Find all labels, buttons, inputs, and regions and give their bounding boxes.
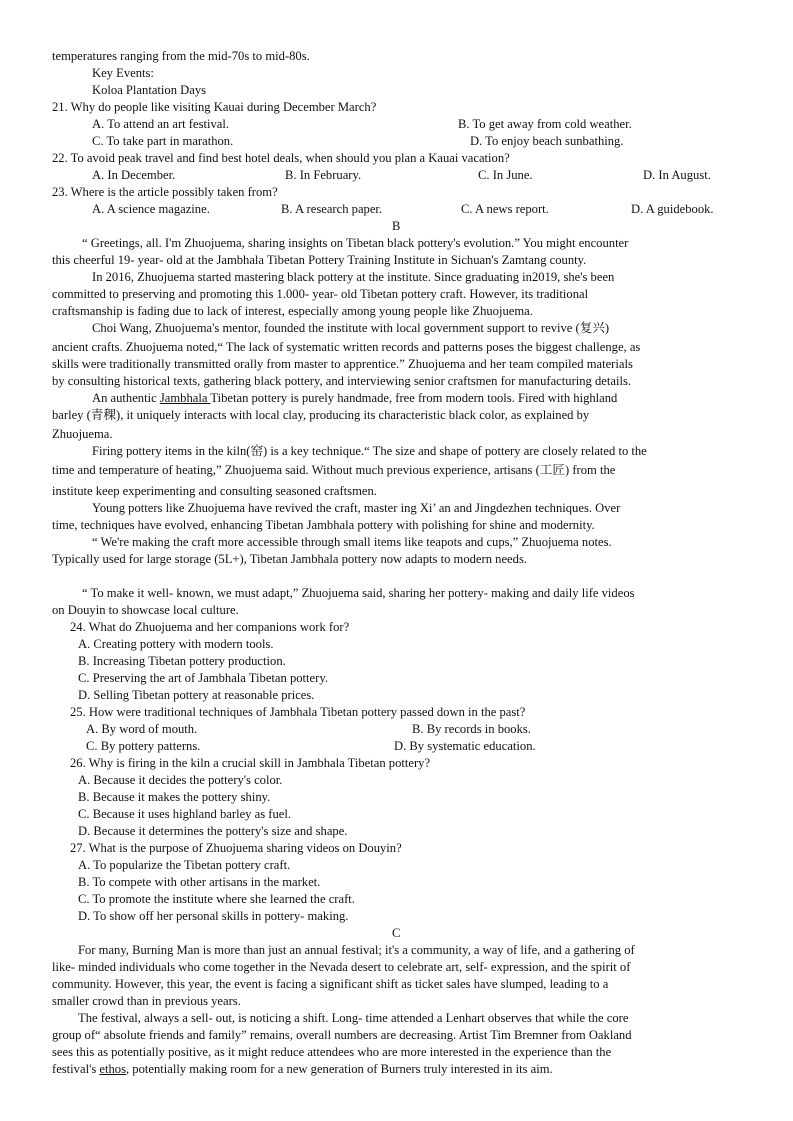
question-option: D. Because it determines the pottery's size and shape. (78, 824, 348, 838)
passage-c-line: sees this as potentially positive, as it might reduce attendees who are more interested in the experience than the (52, 1045, 612, 1059)
underlined-word: ethos (99, 1062, 126, 1076)
key-events-label: Key Events: (92, 66, 154, 80)
passage-b-line: on Douyin to showcase local culture. (52, 603, 239, 617)
passage-b-line: committed to preserving and promoting this 1.000- year- old Tibetan pottery craft. However, its traditional (52, 287, 589, 301)
question-option: C. Preserving the art of Jambhala Tibetan pottery. (78, 671, 328, 685)
passage-b-line: barley (青稞), it uniquely interacts with local clay, producing its characteristic black color, as explained by (52, 408, 590, 422)
passage-b-line: Firing pottery items in the kiln(窑) is a key technique.“ The size and shape of pottery are closely related to the (92, 444, 647, 458)
question-option: D. To show off her personal skills in pottery- making. (78, 909, 349, 923)
passage-c-line: like- minded individuals who come together in the Nevada desert to celebrate art, self- expression, and the spirit of (52, 960, 631, 974)
question-option: B. To get away from cold weather. (458, 117, 632, 131)
key-event-item: Koloa Plantation Days (92, 83, 207, 97)
question-option: D. To enjoy beach sunbathing. (470, 134, 624, 148)
passage-c-line: For many, Burning Man is more than just an annual festival; it's a community, a way of life, and a gathering of (78, 943, 635, 957)
question-option: A. In December. (92, 168, 176, 182)
passage-b-line: Young potters like Zhuojuema have revived the craft, master ing Xi’ an and Jingdezhen techniques. Over (92, 501, 621, 515)
question-option: B. To compete with other artisans in the market. (78, 875, 321, 889)
question-option: C. To promote the institute where she learned the craft. (78, 892, 355, 906)
question-option: B. Increasing Tibetan pottery production. (78, 654, 286, 668)
passage-b-line: An authentic Jambhala Tibetan pottery is purely handmade, free from modern tools. Fired with highland (92, 391, 618, 405)
question-stem: 21. Why do people like visiting Kauai during December March? (52, 100, 377, 114)
passage-b-line: institute keep experimenting and consulting seasoned craftsmen. (52, 484, 377, 498)
passage-b-line: this cheerful 19- year- old at the Jambhala Tibetan Pottery Training Institute in Sichuan's Zamtang county. (52, 253, 587, 267)
passage-b-line: In 2016, Zhuojuema started mastering black pottery at the institute. Since graduating in2019, she's been (92, 270, 615, 284)
underlined-word: Jambhala (159, 391, 211, 405)
question-option: D. Selling Tibetan pottery at reasonable prices. (78, 688, 315, 702)
passage-b-line: “ To make it well- known, we must adapt,” Zhuojuema said, sharing her pottery- making and daily life videos (82, 586, 635, 600)
question-option: B. A research paper. (281, 202, 383, 216)
question-stem: 23. Where is the article possibly taken from? (52, 185, 278, 199)
passage-b-line: “ Greetings, all. I'm Zhuojuema, sharing insights on Tibetan black pottery's evolution.” You might encounter (82, 236, 629, 250)
question-option: A. To attend an art festival. (92, 117, 230, 131)
question-option: B. Because it makes the pottery shiny. (78, 790, 271, 804)
question-stem: 26. Why is firing in the kiln a crucial skill in Jambhala Tibetan pottery? (70, 756, 431, 770)
section-label-c: C (392, 926, 401, 940)
question-option: D. A guidebook. (631, 202, 714, 216)
section-label-b: B (392, 219, 401, 233)
question-stem: 25. How were traditional techniques of Jambhala Tibetan pottery passed down in the past? (70, 705, 526, 719)
question-option: B. By records in books. (412, 722, 531, 736)
passage-c-line: The festival, always a sell- out, is noticing a shift. Long- time attended a Lenhart observes that while the core (78, 1011, 629, 1025)
passage-b-line: “ We're making the craft more accessible through small items like teapots and cups,” Zhuojuema notes. (92, 535, 612, 549)
passage-b-line: Zhuojuema. (52, 427, 113, 441)
passage-c-line: smaller crowd than in previous years. (52, 994, 241, 1008)
passage-b-line: craftsmanship is fading due to lack of interest, especially among young people like Zhuojuema. (52, 304, 533, 318)
passage-b-line: skills were traditionally transmitted orally from master to apprentice.” Zhuojuema and her team compiled materials (52, 357, 633, 371)
passage-b-line: ancient crafts. Zhuojuema noted,“ The lack of systematic written records and patterns poses the biggest challenge, as (52, 340, 641, 354)
question-option: C. In June. (478, 168, 533, 182)
intro-temperature-line: temperatures ranging from the mid-70s to mid-80s. (52, 49, 310, 63)
passage-b-line: Typically used for large storage (5L+), Tibetan Jambhala pottery now adapts to modern needs. (52, 552, 527, 566)
passage-b-line: time and temperature of heating,” Zhuojuema said. Without much previous experience, artisans (工匠) from the (52, 463, 616, 477)
question-option: A. A science magazine. (92, 202, 210, 216)
question-option: A. Because it decides the pottery's color. (78, 773, 283, 787)
question-option: A. Creating pottery with modern tools. (78, 637, 274, 651)
question-option: C. To take part in marathon. (92, 134, 234, 148)
passage-c-line: festival's ethos, potentially making room for a new generation of Burners truly interested in its aim. (52, 1062, 553, 1076)
question-option: D. In August. (643, 168, 711, 182)
question-option: B. In February. (285, 168, 362, 182)
question-option: C. Because it uses highland barley as fuel. (78, 807, 291, 821)
question-stem: 27. What is the purpose of Zhuojuema sharing videos on Douyin? (70, 841, 402, 855)
question-option: A. By word of mouth. (86, 722, 198, 736)
passage-b-line: Choi Wang, Zhuojuema's mentor, founded the institute with local government support to revive (复兴) (92, 321, 610, 335)
question-option: D. By systematic education. (394, 739, 536, 753)
passage-c-line: community. However, this year, the event is facing a significant shift as ticket sales have slumped, leading to a (52, 977, 609, 991)
question-stem: 24. What do Zhuojuema and her companions work for? (70, 620, 350, 634)
passage-c-line: group of“ absolute friends and family” remains, overall numbers are decreasing. Artist Tim Bremner from Oakland (52, 1028, 632, 1042)
passage-b-line: time, techniques have evolved, enhancing Tibetan Jambhala pottery with polishing for shine and modernity. (52, 518, 595, 532)
question-option: C. A news report. (461, 202, 549, 216)
question-option: C. By pottery patterns. (86, 739, 201, 753)
question-option: A. To popularize the Tibetan pottery craft. (78, 858, 291, 872)
question-stem: 22. To avoid peak travel and find best hotel deals, when should you plan a Kauai vacation? (52, 151, 510, 165)
passage-b-line: by consulting historical texts, gathering black pottery, and interviewing senior craftsmen for manufacturing details. (52, 374, 632, 388)
